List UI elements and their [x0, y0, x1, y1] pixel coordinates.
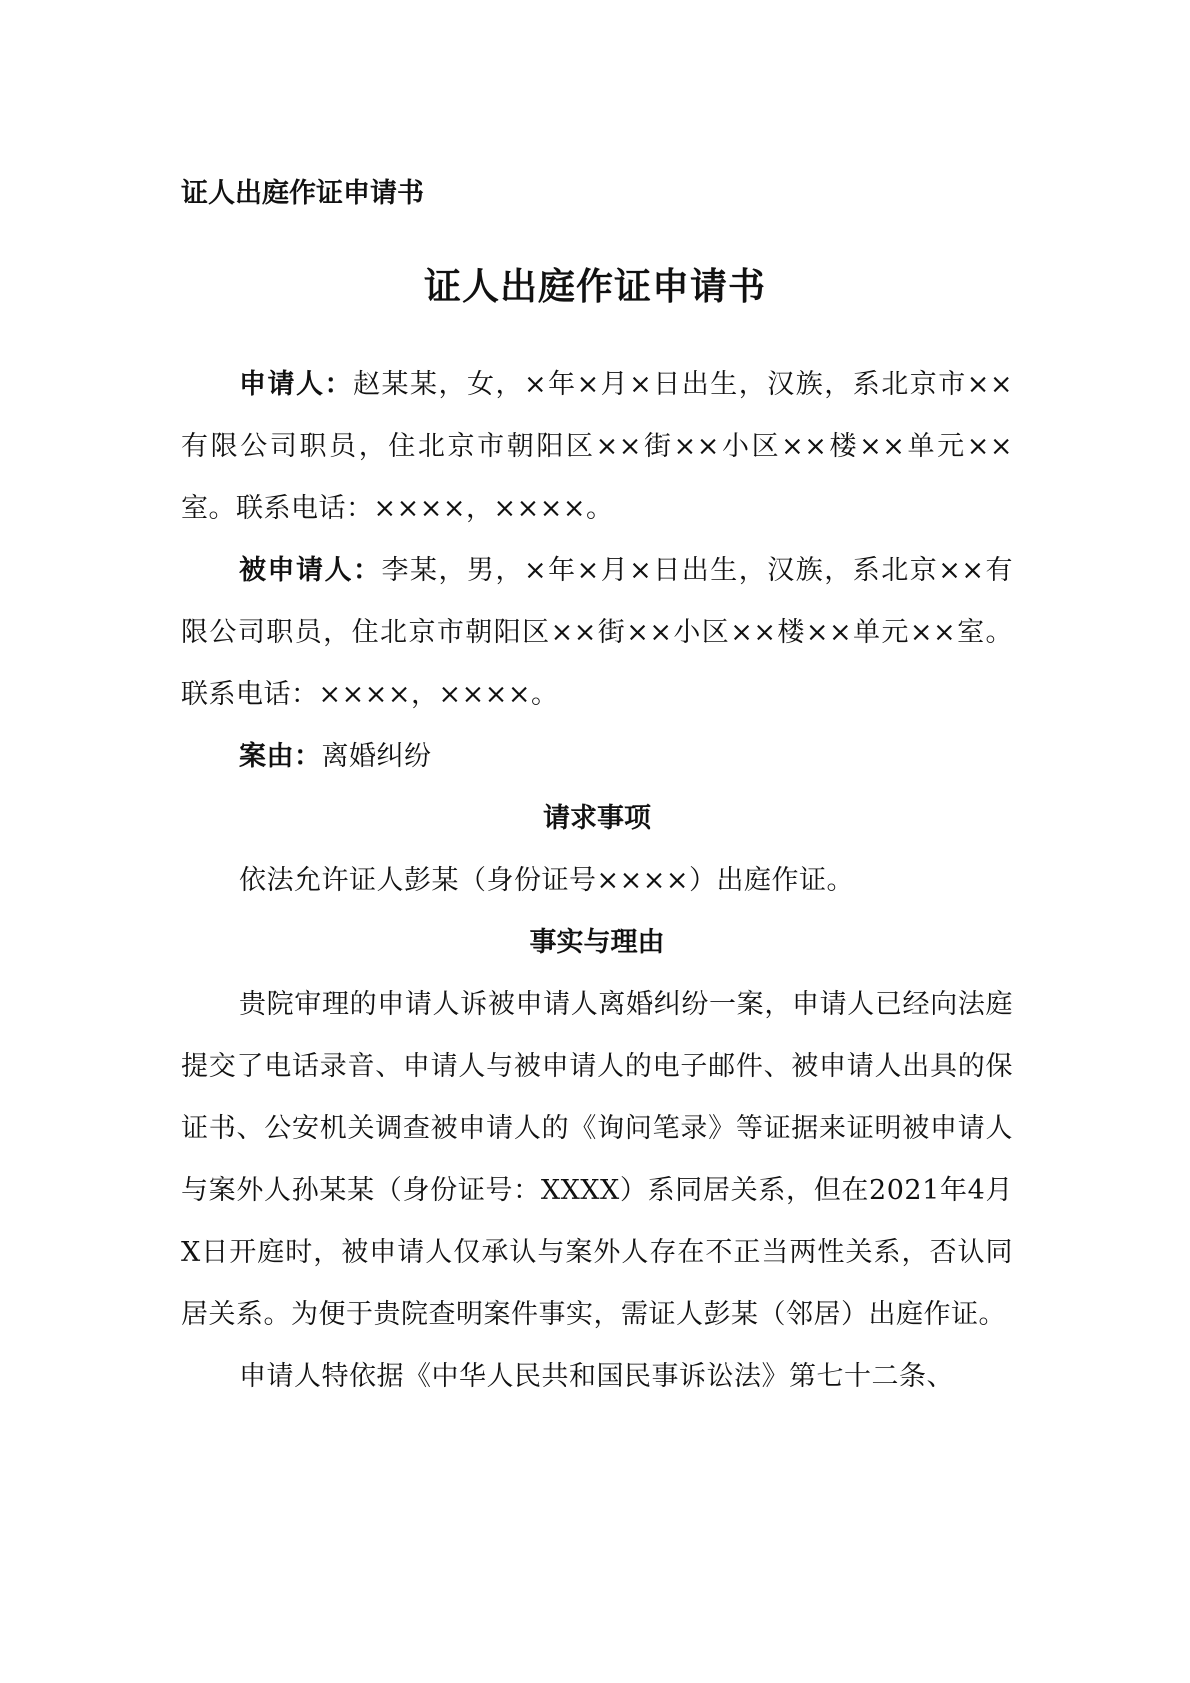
respondent-text: 李某，男，×年×月×日出生，汉族，系北京××有限公司职员，住北京市朝阳区××街××小区××楼××单元××室。联系电话：××××，××××。	[181, 555, 1013, 710]
document-title: 证人出庭作证申请书	[424, 264, 766, 308]
document-header: 证人出庭作证申请书	[181, 178, 424, 209]
facts-paragraph-2: 申请人特依据《中华人民共和国民事诉讼法》第七十二条、	[239, 1361, 954, 1392]
cause-label: 案由：	[239, 741, 322, 772]
applicant-paragraph	[181, 354, 1013, 540]
cause-text: 离婚纠纷	[321, 741, 432, 772]
respondent-label: 被申请人：	[239, 555, 382, 586]
facts-paragraph-1: 贵院审理的申请人诉被申请人离婚纠纷一案，申请人已经向法庭提交了电话录音、申请人与被申请人的电子邮件、被申请人出具的保证书、公安机关调查被申请人的《询问笔录》等证据来证明被申请人与案外人孙某某（身份证号：XXXX）系同居关系，但在2021年4月X日开庭时，被申请人仅承认与案外人存在不正当两性关系，否认同居关系。为便于贵院查明案件事实，需证人彭某（邻居）出庭作证。	[181, 989, 1013, 1330]
document-body	[181, 354, 1013, 1408]
facts-heading: 事实与理由	[529, 927, 665, 958]
request-heading: 请求事项	[543, 803, 651, 834]
applicant-text: 赵某某，女，×年×月×日出生，汉族，系北京市××有限公司职员，住北京市朝阳区××街××小区××楼××单元××室。联系电话：××××，××××。	[181, 369, 1013, 524]
request-paragraph: 依法允许证人彭某（身份证号××××）出庭作证。	[239, 865, 854, 896]
applicant-label: 申请人：	[239, 369, 353, 400]
respondent-paragraph	[181, 540, 1013, 726]
cause-paragraph	[181, 726, 1013, 788]
